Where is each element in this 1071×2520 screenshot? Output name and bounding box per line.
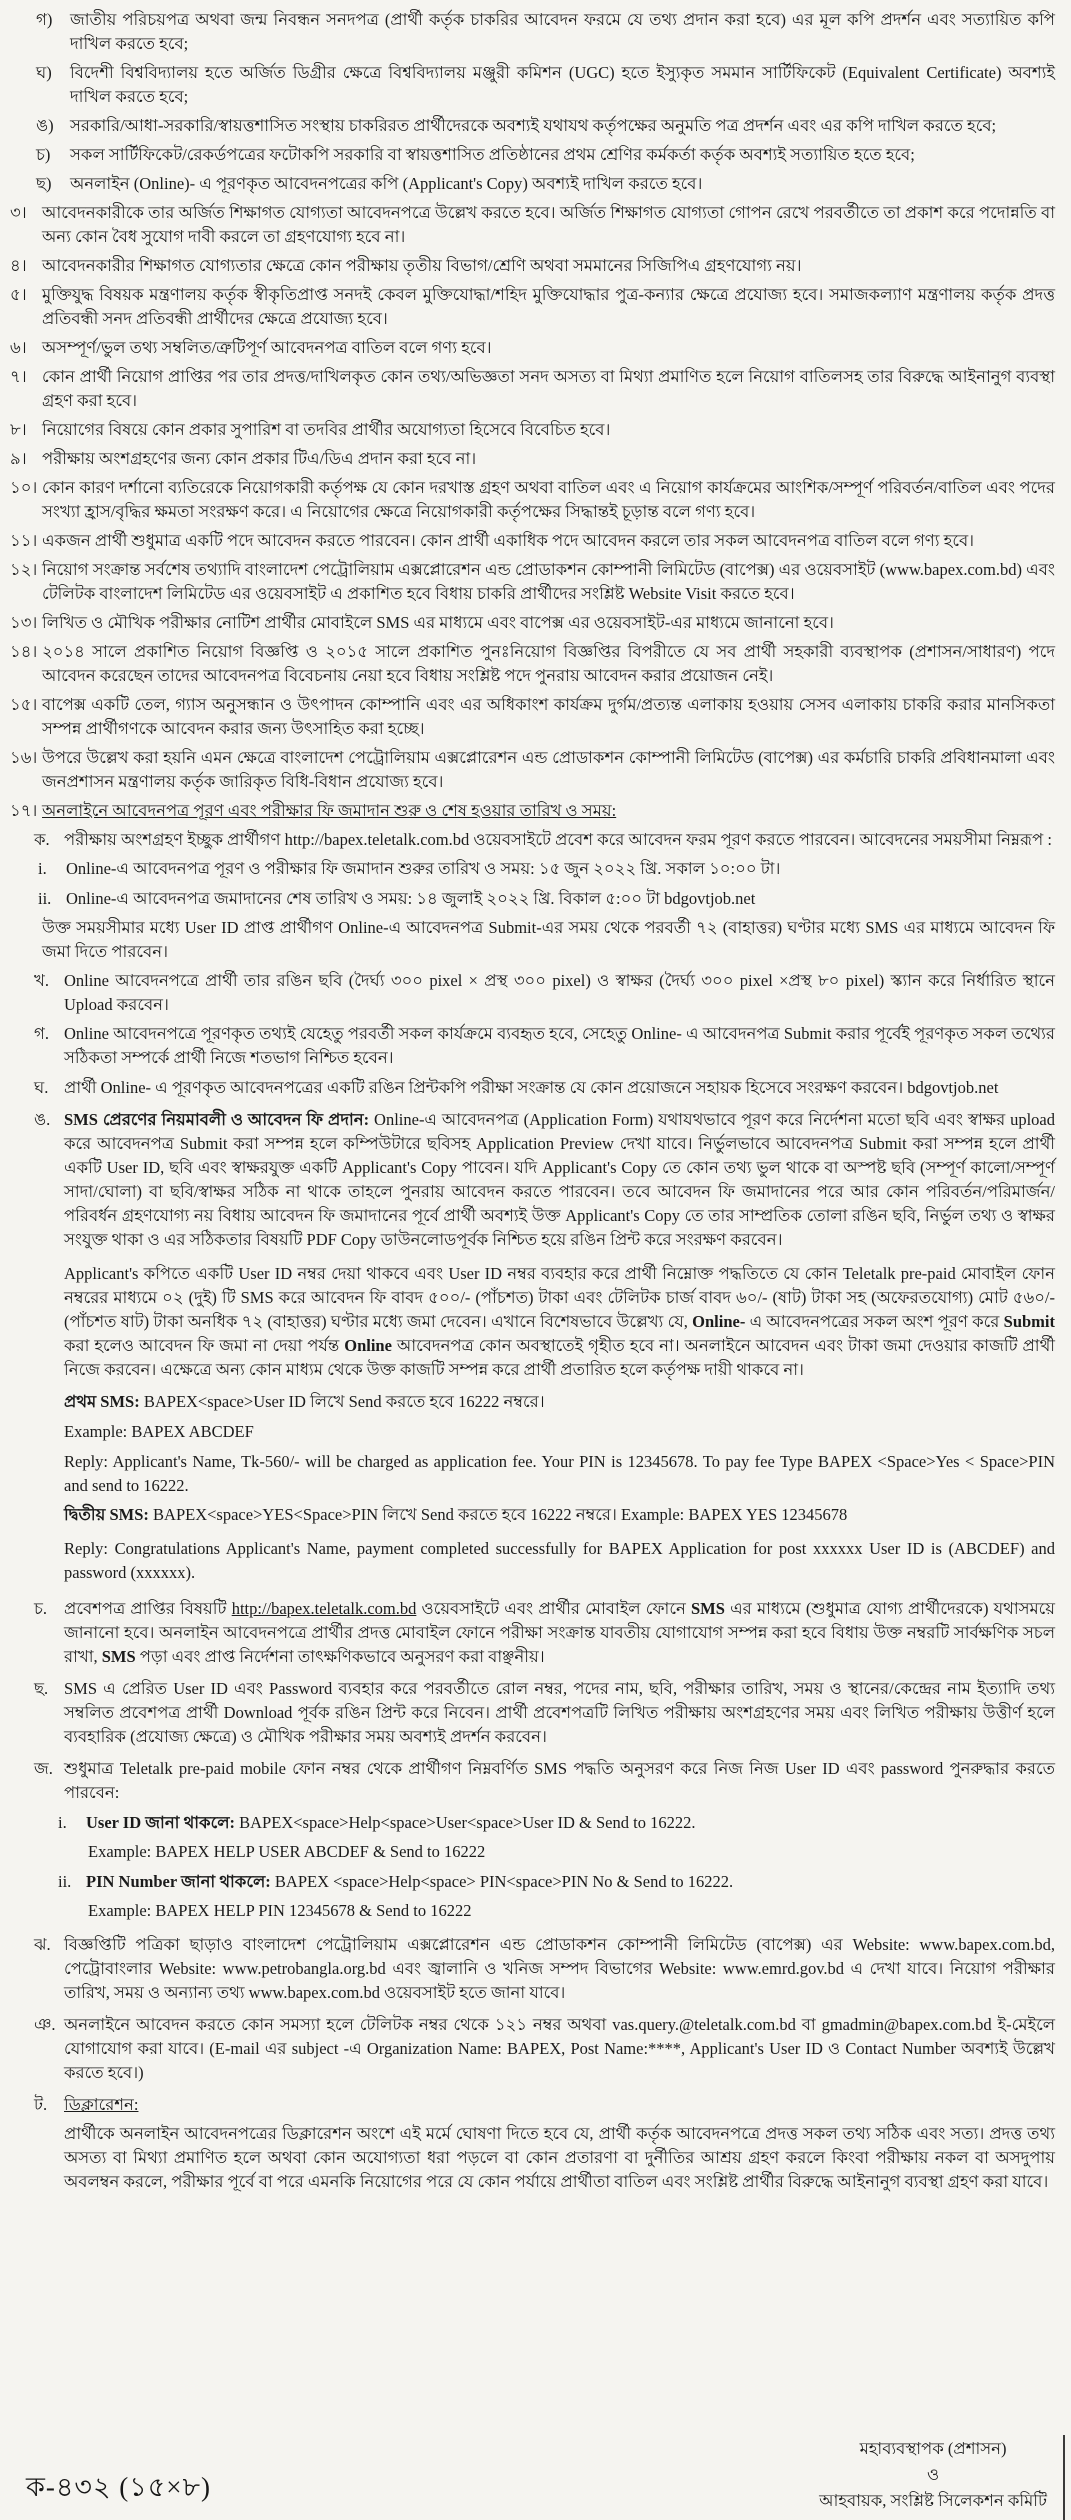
signature-role: আহবায়ক, সংশ্লিষ্ট সিলেকশন কমিটি <box>819 2491 1047 2510</box>
item-text: Example: BAPEX HELP USER ABCDEF & Send to 16222 <box>88 1842 486 1861</box>
item-text: মুক্তিযুদ্ধ বিষয়ক মন্ত্রণালয় কর্তৃক স্বীকৃতিপ্রাপ্ত সনদই কেবল মুক্তিযোদ্ধা/শহিদ মুক্তিযোদ্ধার পুত্র-কন্যার ক্ষেত্রে প্রযোজ্য হবে। সমাজকল্যাণ মন্ত্রণালয় কর্তৃক প্রদত্ত প্রতিবন্ধী সনদ প্রতিবন্ধী প্রার্থীদের ক্ষেত্রে প্রযোজ্য হবে। <box>42 285 1055 328</box>
list-item <box>6 172 1055 196</box>
item-marker: ছ) <box>36 174 52 193</box>
list-item <box>6 1108 1055 1252</box>
item-text: সকল সার্টিফিকেট/রেকর্ডপত্রের ফটোকপি সরকারি বা স্বায়ত্তশাসিত প্রতিষ্ঠানের প্রথম শ্রেণির কর্মকর্তা কর্তৃক অবশ্যই সত্যায়িত হতে হবে; <box>70 145 915 164</box>
item-marker: ৩। <box>10 203 27 222</box>
item-text: ২০১৪ সালে প্রকাশিত নিয়োগ বিজ্ঞপ্তি ও ২০১৫ সালে প্রকাশিত পুনঃনিয়োগ বিজ্ঞপ্তির বিপরীতে যে সব প্রার্থী সহকারী ব্যবস্থাপক (প্রশাসন/সাধারণ) পদে আবেদন করেছেন তাদের আবেদনপত্র বিবেচনায় নেয়া হবে বিধায় সংশ্লিষ্ট পদে পুনরায় আবেদন করার প্রয়োজন নেই। <box>42 642 1055 685</box>
list-item <box>6 1811 1055 1835</box>
list-item <box>6 1677 1055 1749</box>
item-marker: জ. <box>34 1759 53 1778</box>
item-marker: ঞ. <box>34 2015 56 2034</box>
list-item <box>6 887 1055 911</box>
item-marker: ৯। <box>10 449 27 468</box>
list-item <box>6 611 1055 635</box>
item-text: প্রার্থীকে অনলাইন আবেদনপত্রের ডিক্লারেশন অংশে এই মর্মে ঘোষণা দিতে হবে যে, প্রার্থী কর্তৃক আবেদনপত্রে প্রদত্ত সকল তথ্য সঠিক এবং সত্য। প্রদত্ত তথ্য অসত্য বা মিথ্যা প্রমাণিত হলে অথবা কোন অযোগ্যতা ধরা পড়লে বা কোন প্রতারণা বা দুর্নীতির আশ্রয় গ্রহণ করলে কিংবা পরীক্ষায় নকল বা অসদুপায় অবলম্বন করলে, পরীক্ষার পূর্বে বা পরে এমনকি নিয়োগের পরে যে কোন পর্যায়ে প্রার্থীতা বাতিল এবং সংশ্লিষ্ট প্রার্থীর বিরুদ্ধে আইনানুগ ব্যবস্থা গ্রহণ করা যাবে। <box>64 2124 1055 2191</box>
item-marker: ট. <box>34 2095 48 2114</box>
item-text: বিদেশী বিশ্ববিদ্যালয় হতে অর্জিত ডিগ্রীর ক্ষেত্রে বিশ্ববিদ্যালয় মঞ্জুরী কমিশন (UGC) হতে ইস্যুকৃত সমমান সার্টিফিকেট (Equivalent Certificate) অবশ্যই দাখিল করতে হবে; <box>70 63 1055 106</box>
item-marker: ১৫। <box>10 695 38 714</box>
list-item <box>6 1597 1055 1669</box>
list-item <box>6 969 1055 1017</box>
item-marker: খ. <box>34 971 49 990</box>
list-item <box>6 1537 1055 1585</box>
item-text: Reply: Applicant's Name, Tk-560/- will be charged as application fee. Your PIN is 12345678. To pay fee Type BAPEX <Space>Yes < Space>PIN and send to 16222. <box>64 1452 1055 1495</box>
item-marker: গ) <box>36 10 53 29</box>
list-item <box>6 799 1055 823</box>
list-item <box>6 916 1055 964</box>
item-text: উক্ত সময়সীমার মধ্যে User ID প্রাপ্ত প্রার্থীগণ Online-এ আবেদনপত্র Submit-এর সময় থেকে পরবর্তী ৭২ (বাহাত্তর) ঘণ্টার মধ্যে SMS এর মাধ্যমে আবেদন ফি জমা দিতে পারবেন। <box>42 918 1055 961</box>
item-marker: ঙ. <box>34 1110 51 1129</box>
item-text: ডিক্লারেশন: <box>64 2095 139 2114</box>
item-text: অনলাইনে আবেদনপত্র পূরণ এবং পরীক্ষার ফি জমাদান শুরু ও শেষ হওয়ার তারিখ ও সময়: <box>42 801 617 820</box>
list-item <box>6 828 1055 852</box>
item-text: নিয়োগ সংক্রান্ত সর্বশেষ তথ্যাদি বাংলাদেশ পেট্রোলিয়াম এক্সপ্লোরেশন এন্ড প্রোডাকশন কোম্পানী লিমিটেড (বাপেক্স) এর ওয়েবসাইট (www.bapex.com.bd) এবং টেলিটক বাংলাদেশ লিমিটেড এর ওয়েবসাইট এ প্রকাশিত হবে বিধায় চাকরি প্রার্থীদের সংশ্লিষ্ট Website Visit করতে হবে। <box>42 560 1055 603</box>
item-text: অনলাইনে আবেদন করতে কোন সমস্যা হলে টেলিটক নম্বর থেকে ১২১ নম্বর অথবা vas.query.@teletalk.com.bd বা gmadmin@bapex.com.bd ই-মেইলে যোগাযোগ করা যাবে। (E-mail এর subject -এ Organization Name: BAPEX, Post Name:****, Applicant's User ID ও Contact Number অবশ্যই উল্লেখ করতে হবে।) <box>64 2015 1055 2082</box>
list-item <box>6 1076 1055 1100</box>
list-item <box>6 1022 1055 1070</box>
item-marker: ঘ. <box>34 1078 49 1097</box>
item-marker: i. <box>38 859 47 878</box>
list-item <box>6 365 1055 413</box>
signature-block <box>819 2436 1047 2514</box>
item-text: অনলাইন (Online)- এ পূরণকৃত আবেদনপত্রের কপি (Applicant's Copy) অবশ্যই দাখিল করতে হবে। <box>70 174 703 193</box>
item-marker: গ. <box>34 1024 49 1043</box>
item-marker: ১২। <box>10 560 38 579</box>
list-item <box>6 283 1055 331</box>
item-text: পরীক্ষায় অংশগ্রহণ ইচ্ছুক প্রার্থীগণ http://bapex.teletalk.com.bd ওয়েবসাইটে প্রবেশ করে আবেদন ফরম পূরণ করতে পারবেন। আবেদনের সময়সীমা নিম্নরূপ : <box>64 830 1052 849</box>
item-text: Example: BAPEX HELP PIN 12345678 & Send to 16222 <box>88 1901 472 1920</box>
list-item <box>6 1870 1055 1894</box>
item-marker: ৪। <box>10 256 27 275</box>
item-text: প্রবেশপত্র প্রাপ্তির বিষয়টি http://bapex.teletalk.com.bd ওয়েবসাইটে এবং প্রার্থীর মোবাইল ফোনে SMS এর মাধ্যমে (শুধুমাত্র যোগ্য প্রার্থীদেরকে) যথাসময়ে জানানো হবে। অনলাইন আবেদনপত্রে প্রার্থীর প্রদত্ত মোবাইল ফোনে পরীক্ষা সংক্রান্ত যাবতীয় যোগাযোগ সম্পন্ন করা হবে বিধায় উক্ত নম্বরটি সার্বক্ষণিক সচল রাখা, SMS পড়া এবং প্রাপ্ত নির্দেশনা তাৎক্ষণিকভাবে অনুসরণ করা বাঞ্ছনীয়। <box>64 1599 1056 1666</box>
item-text: শুধুমাত্র Teletalk pre-paid mobile ফোন নম্বর থেকে প্রার্থীগণ নিম্নবর্ণিত SMS পদ্ধতি অনুসরণ করে নিজ নিজ User ID এবং password পুনরুদ্ধার করতে পারবেন: <box>64 1759 1055 1802</box>
list-item <box>6 8 1055 56</box>
item-text: Online-এ আবেদনপত্র জমাদানের শেষ তারিখ ও সময়: ১৪ জুলাই ২০২২ খ্রি. বিকাল ৫:০০ টা bdgovtjob.net <box>66 889 756 908</box>
list-item <box>6 558 1055 606</box>
list-item <box>6 201 1055 249</box>
item-text: দ্বিতীয় SMS: BAPEX<space>YES<Space>PIN লিখে Send করতে হবে 16222 নম্বরে। Example: BAPEX YES 12345678 <box>64 1505 848 1524</box>
list-item <box>6 254 1055 278</box>
item-marker: ii. <box>58 1872 72 1891</box>
item-marker: ১৪। <box>10 642 38 661</box>
item-marker: ঘ) <box>36 63 52 82</box>
item-marker: ছ. <box>34 1679 49 1698</box>
list-item <box>6 1450 1055 1498</box>
signature-title: মহাব্যবস্থাপক (প্রশাসন) <box>859 2439 1007 2458</box>
list-item <box>6 1933 1055 2005</box>
item-text: Online-এ আবেদনপত্র পূরণ ও পরীক্ষার ফি জমাদান শুরুর তারিখ ও সময়: ১৫ জুন ২০২২ খ্রি. সকাল ১০:০০ টা। <box>66 859 781 878</box>
scan-edge-line <box>1063 2435 1065 2520</box>
list-item <box>6 1503 1055 1527</box>
list-item <box>6 2122 1055 2194</box>
item-text: আবেদনকারীর শিক্ষাগত যোগ্যতার ক্ষেত্রে কোন পরীক্ষায় তৃতীয় বিভাগ/শ্রেণি অথবা সমমানের সিজিপিএ গ্রহণযোগ্য নয়। <box>42 256 802 275</box>
list-item <box>6 857 1055 881</box>
item-text: অসম্পূর্ণ/ভুল তথ্য সম্বলিত/ত্রুটিপূর্ণ আবেদনপত্র বাতিল বলে গণ্য হবে। <box>42 338 492 357</box>
item-text: SMS প্রেরণের নিয়মাবলী ও আবেদন ফি প্রদান: Online-এ আবেদনপত্র (Application Form) যথাযথভাবে পূরণ করে নির্দেশনা মতো ছবি এবং স্বাক্ষর upload করে আবেদনপত্র Submit করা সম্পন্ন হলে কম্পিউটারে ছবিসহ Application Preview দেখা যাবে। নির্ভুলভাবে আবেদনপত্র Submit করা সম্পন্ন হলে প্রার্থী একটি User ID, ছবি এবং স্বাক্ষরযুক্ত একটি Applicant's Copy পাবেন। যদি Applicant's Copy তে কোন তথ্য ভুল থাকে বা অস্পষ্ট ছবি (সম্পূর্ণ কালো/সম্পূর্ণ সাদা/ঘোলা) বা ছবি/স্বাক্ষর সঠিক না থাকে তাহলে পুনরায় আবেদন করতে পারবেন। তবে আবেদন ফি জমাদানের পরে আর কোন পরিবর্তন/পরিমার্জন/পরিবর্ধন গ্রহণযোগ্য নয় বিধায় আবেদন ফি জমাদানের পূর্বে প্রার্থী অবশ্যই উক্ত Applicant's Copy তে তার সাম্প্রতিক তোলা রঙিন ছবি, নির্ভুল তথ্য ও স্বাক্ষর সংযুক্ত থাকা ও এর সঠিকতার বিষয়টি PDF Copy ডাউনলোডপূর্বক নিশ্চিত হয়ে রঙিন প্রিন্ট করে সংরক্ষণ করবেন। <box>64 1110 1055 1249</box>
list-item <box>6 1420 1055 1444</box>
item-text: Online আবেদনপত্রে প্রার্থী তার রঙিন ছবি (দৈর্ঘ্য ৩০০ pixel × প্রস্থ ৩০০ pixel) ও স্বাক্ষর (দৈর্ঘ্য ৩০০ pixel ×প্রস্থ ৮০ pixel) স্ক্যান করে নির্ধারিত স্থানে Upload করবেন। <box>64 971 1055 1014</box>
item-marker: ii. <box>38 889 52 908</box>
list-item <box>6 336 1055 360</box>
item-marker: ১০। <box>10 478 38 497</box>
item-text: Reply: Congratulations Applicant's Name, payment completed successfully for BAPEX Application for post xxxxxx User ID is (ABCDEF) and password (xxxxxx). <box>64 1539 1055 1582</box>
item-marker: ৭। <box>10 367 27 386</box>
list-item <box>6 1262 1055 1382</box>
list-item <box>6 529 1055 553</box>
footer-reference-code: ক-৪৩২ (১৫×৮) <box>26 2472 212 2502</box>
list-item <box>6 746 1055 794</box>
item-text: কোন কারণ দর্শানো ব্যতিরেকে নিয়োগকারী কর্তৃপক্ষ যে কোন দরখাস্ত গ্রহণ অথবা বাতিল এবং এ নিয়োগ কার্যক্রমের আংশিক/সম্পূর্ণ পরিবর্তন/বাতিল এবং পদের সংখ্যা হ্রাস/বৃদ্ধির ক্ষমতা সংরক্ষণ করে। এ নিয়োগের ক্ষেত্রে নিয়োগকারী কর্তৃপক্ষের সিদ্ধান্তই চূড়ান্ত বলে গণ্য হবে। <box>42 478 1055 521</box>
item-marker: চ. <box>34 1599 48 1618</box>
list-item <box>6 693 1055 741</box>
list-item <box>6 640 1055 688</box>
item-text: একজন প্রার্থী শুধুমাত্র একটি পদে আবেদন করতে পারবেন। কোন প্রার্থী একাধিক পদে আবেদন করলে তার সকল আবেদনপত্র বাতিল বলে গণ্য হবে। <box>42 531 975 550</box>
item-marker: ৮। <box>10 420 27 439</box>
item-text: কোন প্রার্থী নিয়োগ প্রাপ্তির পর তার প্রদত্ত/দাখিলকৃত কোন তথ্য/অভিজ্ঞতা সনদ অসত্য বা মিথ্যা প্রমাণিত হলে নিয়োগ বাতিলসহ তার বিরুদ্ধে আইনানুগ ব্যবস্থা গ্রহণ করা হবে। <box>42 367 1055 410</box>
list-item <box>6 1757 1055 1805</box>
item-text: User ID জানা থাকলে: BAPEX<space>Help<space>User<space>User ID & Send to 16222. <box>86 1813 696 1832</box>
item-marker: ৬। <box>10 338 27 357</box>
item-text: প্রথম SMS: BAPEX<space>User ID লিখে Send করতে হবে 16222 নম্বরে। <box>64 1392 545 1411</box>
item-text: পরীক্ষায় অংশগ্রহণের জন্য কোন প্রকার টিএ/ডিএ প্রদান করা হবে না। <box>42 449 477 468</box>
list-item <box>6 1899 1055 1923</box>
item-marker: i. <box>58 1813 67 1832</box>
item-marker: ১১। <box>10 531 38 550</box>
item-marker: ঝ. <box>34 1935 51 1954</box>
item-marker: ১৬। <box>10 748 38 767</box>
item-text: PIN Number জানা থাকলে: BAPEX <space>Help<space> PIN<space>PIN No & Send to 16222. <box>86 1872 734 1891</box>
item-text: আবেদনকারীকে তার অর্জিত শিক্ষাগত যোগ্যতা আবেদনপত্রে উল্লেখ করতে হবে। অর্জিত শিক্ষাগত যোগ্যতা গোপন রেখে পরবর্তীতে তা প্রকাশ করে পদোন্নতি বা অন্য কোন বৈধ সুযোগ দাবী করলে তা গ্রহণযোগ্য হবে না। <box>42 203 1055 246</box>
list-item <box>6 143 1055 167</box>
item-text: উপরে উল্লেখ করা হয়নি এমন ক্ষেত্রে বাংলাদেশ পেট্রোলিয়াম এক্সপ্লোরেশন এন্ড প্রোডাকশন কোম্পানী লিমিটেড (বাপেক্স) এর কর্মচারি চাকরি প্রবিধানমালা এবং জনপ্রশাসন মন্ত্রণালয় কর্তৃক জারিকৃত বিধি-বিধান প্রযোজ্য হবে। <box>42 748 1055 791</box>
item-marker: চ) <box>36 145 51 164</box>
list-item <box>6 476 1055 524</box>
item-text: সরকারি/আধা-সরকারি/স্বায়ত্তশাসিত সংস্থায় চাকরিরত প্রার্থীদেরকে অবশ্যই যথাযথ কর্তৃপক্ষের অনুমতি পত্র প্রদর্শন এবং এর কপি দাখিল করতে হবে; <box>70 116 997 135</box>
item-marker: ১৭। <box>10 801 38 820</box>
item-text: নিয়োগের বিষয়ে কোন প্রকার সুপারিশ বা তদবির প্রার্থীর অযোগ্যতা হিসেবে বিবেচিত হবে। <box>42 420 611 439</box>
signature-and: ও <box>926 2465 940 2484</box>
item-text: বাপেক্স একটি তেল, গ্যাস অনুসন্ধান ও উৎপাদন কোম্পানি এবং এর অধিকাংশ কার্যক্রম দুর্গম/প্রত্যন্ত এলাকায় হওয়ায় সেসব এলাকায় চাকরি করার মানসিকতা সম্পন্ন প্রার্থীগণকে আবেদন করার জন্য উৎসাহিত করা হচ্ছে। <box>42 695 1055 738</box>
list-item <box>6 1840 1055 1864</box>
item-text: Online আবেদনপত্রে পূরণকৃত তথ্যই যেহেতু পরবর্তী সকল কার্যক্রমে ব্যবহৃত হবে, সেহেতু Online- এ আবেদনপত্র Submit করার পূর্বেই পূরণকৃত সকল তথ্যের সঠিকতা সম্পর্কে প্রার্থী নিজে শতভাগ নিশ্চিত হবেন। <box>64 1024 1055 1067</box>
item-marker: ক. <box>34 830 50 849</box>
item-text: Example: BAPEX ABCDEF <box>64 1422 254 1441</box>
item-text: প্রার্থী Online- এ পূরণকৃত আবেদনপত্রের একটি রঙিন প্রিন্টকপি পরীক্ষা সংক্রান্ত যে কোন প্রয়োজনে সহায়ক হিসেবে সংরক্ষণ করবেন। bdgovtjob.net <box>64 1078 999 1097</box>
item-text: লিখিত ও মৌখিক পরীক্ষার নোটিশ প্রার্থীর মোবাইলে SMS এর মাধ্যমে এবং বাপেক্স এর ওয়েবসাইট-এর মাধ্যমে জানানো হবে। <box>42 613 834 632</box>
item-marker: ৫। <box>10 285 27 304</box>
list-item <box>6 2093 1055 2117</box>
list-item <box>6 114 1055 138</box>
list-item <box>6 447 1055 471</box>
list-item <box>6 2013 1055 2085</box>
list-item <box>6 418 1055 442</box>
item-text: বিজ্ঞপ্তিটি পত্রিকা ছাড়াও বাংলাদেশ পেট্রোলিয়াম এক্সপ্লোরেশন এন্ড প্রোডাকশন কোম্পানী লিমিটেড (বাপেক্স) এর Website: www.bapex.com.bd, পেট্রোবাংলার Website: www.petrobangla.org.bd এবং জ্বালানি ও খনিজ সম্পদ বিভাগের Website: www.emrd.gov.bd এ দেখা যাবে। নিয়োগ পরীক্ষার তারিখ, সময় ও অন্যান্য তথ্য www.bapex.com.bd ওয়েবসাইট হতে জানা যাবে। <box>64 1935 1055 2002</box>
item-text: জাতীয় পরিচয়পত্র অথবা জন্ম নিবন্ধন সনদপত্র (প্রার্থী কর্তৃক চাকরির আবেদন ফরমে যে তথ্য প্রদান করা হবে) এর মূল কপি প্রদর্শন এবং সত্যায়িত কপি দাখিল করতে হবে; <box>70 10 1055 53</box>
list-item <box>6 61 1055 109</box>
item-marker: ঙ) <box>36 116 54 135</box>
item-text: Applicant's কপিতে একটি User ID নম্বর দেয়া থাকবে এবং User ID নম্বর ব্যবহার করে প্রার্থী নিম্নোক্ত পদ্ধতিতে যে কোন Teletalk pre-paid মোবাইল ফোন নম্বরের মাধ্যমে ০২ (দুই) টি SMS করে আবেদন ফি বাবদ ৫০০/- (পাঁচশত) টাকা এবং টেলিটক চার্জ বাবদ ৬০/- (ষাট) টাকা সহ (অফেরতযোগ্য) মোট ৫৬০/- (পাঁচশত ষাট) টাকা অনধিক ৭২ (বাহাত্তর) ঘণ্টার মধ্যে জমা দেবেন। এখানে বিশেষভাবে উল্লেখ্য যে, Online- এ আবেদনপত্রের সকল অংশ পূরণ করে Submit করা হলেও আবেদন ফি জমা না দেয়া পর্যন্ত Online আবেদনপত্র কোন অবস্থাতেই গৃহীত হবে না। অনলাইনে আবেদন এবং টাকা জমা দেওয়ার কাজটি প্রার্থী নিজে করবেন। এক্ষেত্রে অন্য কোন মাধ্যম থেকে উক্ত কাজটি সম্পন্ন করে প্রার্থী প্রতারিত হলে কর্তৃপক্ষ দায়ী থাকবে না। <box>64 1264 1055 1379</box>
item-text: SMS এ প্রেরিত User ID এবং Password ব্যবহার করে পরবর্তীতে রোল নম্বর, পদের নাম, ছবি, পরীক্ষার তারিখ, সময় ও স্থানের/কেন্দ্রের নাম ইত্যাদি তথ্য সম্বলিত প্রবেশপত্র প্রার্থী Download পূর্বক রঙিন প্রিন্ট করে নিবেন। প্রার্থী প্রবেশপত্রটি লিখিত পরীক্ষায় অংশগ্রহণের সময় এবং লিখিত পরীক্ষায় উত্তীর্ণ হলে ব্যবহারিক (প্রযোজ্য ক্ষেত্রে) ও মৌখিক পরীক্ষার সময় অবশ্যই প্রদর্শন করবেন। <box>64 1679 1055 1746</box>
item-marker: ১৩। <box>10 613 38 632</box>
list-item <box>6 1390 1055 1414</box>
